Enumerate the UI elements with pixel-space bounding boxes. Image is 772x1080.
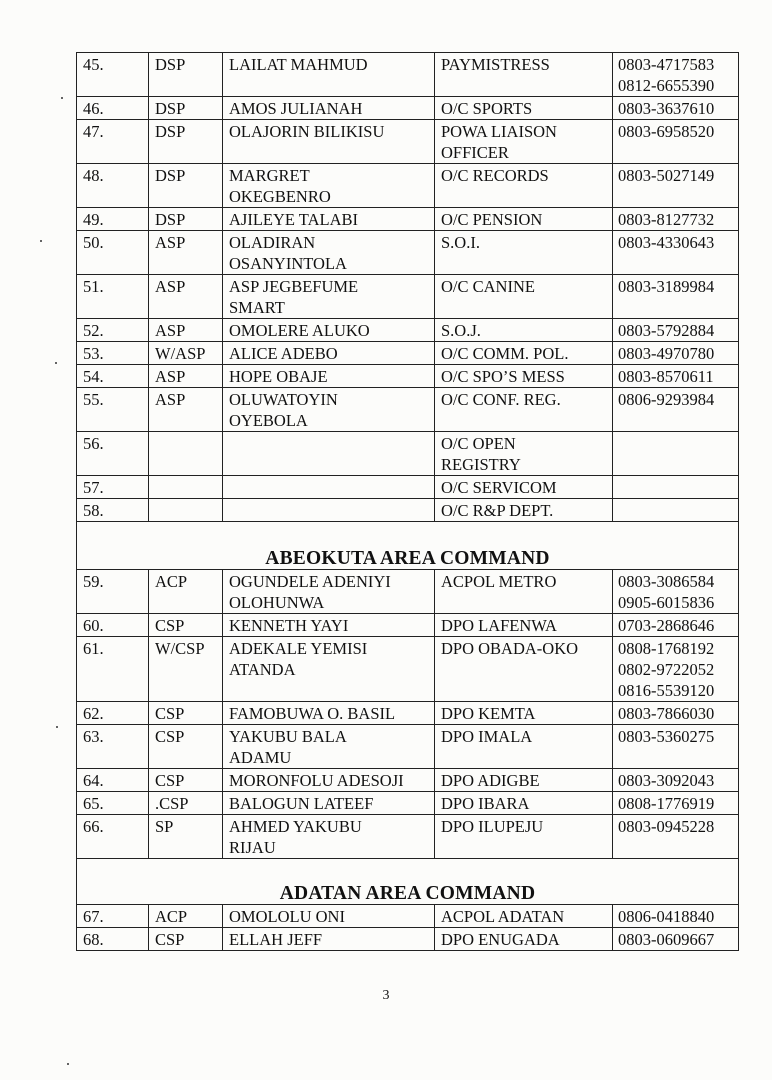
phone-number: 0803-8127732 bbox=[618, 210, 715, 229]
personnel-table bbox=[76, 52, 739, 951]
table-row bbox=[77, 637, 739, 702]
table-row bbox=[77, 97, 739, 120]
rank-cell: ACP bbox=[149, 570, 223, 614]
serial-number-cell: 56. bbox=[77, 432, 149, 476]
phone-cell bbox=[613, 815, 739, 859]
phone-number: 0803-5792884 bbox=[618, 321, 715, 340]
posting-line: DPO LAFENWA bbox=[441, 616, 557, 635]
phone-number: 0803-6958520 bbox=[618, 122, 715, 141]
posting-line: REGISTRY bbox=[441, 455, 521, 474]
table-row bbox=[77, 388, 739, 432]
posting-cell bbox=[435, 164, 613, 208]
section-abeokuta bbox=[77, 522, 739, 570]
name-cell bbox=[223, 769, 435, 792]
name-line: ADAMU bbox=[229, 748, 292, 767]
table-row bbox=[77, 275, 739, 319]
rank-cell: CSP bbox=[149, 614, 223, 637]
posting-line: DPO IMALA bbox=[441, 727, 533, 746]
serial-number-cell: 58. bbox=[77, 499, 149, 522]
phone-number: 0803-0609667 bbox=[618, 930, 715, 949]
posting-line: S.O.J. bbox=[441, 321, 481, 340]
name-line: AHMED YAKUBU bbox=[229, 817, 362, 836]
name-line: AMOS JULIANAH bbox=[229, 99, 363, 118]
table-row bbox=[77, 614, 739, 637]
scan-speck bbox=[55, 362, 57, 364]
phone-cell bbox=[613, 905, 739, 928]
name-cell bbox=[223, 928, 435, 951]
phone-cell bbox=[613, 319, 739, 342]
table-row bbox=[77, 365, 739, 388]
posting-cell bbox=[435, 476, 613, 499]
name-cell bbox=[223, 570, 435, 614]
table-row bbox=[77, 792, 739, 815]
phone-cell bbox=[613, 164, 739, 208]
rank-cell: ASP bbox=[149, 319, 223, 342]
rank-cell bbox=[149, 499, 223, 522]
phone-cell bbox=[613, 769, 739, 792]
phone-number: 0816-5539120 bbox=[618, 681, 715, 700]
phone-cell bbox=[613, 499, 739, 522]
name-cell bbox=[223, 53, 435, 97]
posting-line: DPO ILUPEJU bbox=[441, 817, 544, 836]
phone-cell bbox=[613, 365, 739, 388]
posting-line: O/C SERVICOM bbox=[441, 478, 557, 497]
phone-cell bbox=[613, 637, 739, 702]
phone-number: 0812-6655390 bbox=[618, 76, 715, 95]
serial-number-cell: 63. bbox=[77, 725, 149, 769]
posting-cell bbox=[435, 120, 613, 164]
phone-number: 0803-5360275 bbox=[618, 727, 715, 746]
phone-number: 0803-3637610 bbox=[618, 99, 715, 118]
posting-line: ACPOL ADATAN bbox=[441, 907, 565, 926]
posting-cell bbox=[435, 815, 613, 859]
serial-number-cell: 46. bbox=[77, 97, 149, 120]
posting-cell bbox=[435, 342, 613, 365]
phone-number: 0803-4970780 bbox=[618, 344, 715, 363]
posting-line: DPO OBADA-OKO bbox=[441, 639, 579, 658]
posting-line: O/C RECORDS bbox=[441, 166, 549, 185]
posting-cell bbox=[435, 388, 613, 432]
phone-number bbox=[618, 433, 736, 454]
posting-line: DPO ENUGADA bbox=[441, 930, 560, 949]
name-line: MORONFOLU ADESOJI bbox=[229, 771, 404, 790]
table-body-adatan bbox=[77, 905, 739, 951]
serial-number-cell: 50. bbox=[77, 231, 149, 275]
scan-speck bbox=[61, 97, 63, 99]
posting-line: O/C OPEN bbox=[441, 434, 516, 453]
serial-number-cell: 68. bbox=[77, 928, 149, 951]
posting-cell bbox=[435, 792, 613, 815]
posting-cell bbox=[435, 637, 613, 702]
posting-cell bbox=[435, 725, 613, 769]
serial-number-cell: 59. bbox=[77, 570, 149, 614]
phone-number: 0803-8570611 bbox=[618, 367, 714, 386]
phone-number: 0806-9293984 bbox=[618, 390, 715, 409]
name-line: ALICE ADEBO bbox=[229, 344, 338, 363]
table-row bbox=[77, 702, 739, 725]
posting-line: O/C COMM. POL. bbox=[441, 344, 569, 363]
phone-cell bbox=[613, 275, 739, 319]
serial-number-cell: 60. bbox=[77, 614, 149, 637]
serial-number-cell: 66. bbox=[77, 815, 149, 859]
section-header-row bbox=[77, 522, 739, 570]
serial-number-cell: 53. bbox=[77, 342, 149, 365]
name-cell bbox=[223, 792, 435, 815]
name-line: YAKUBU BALA bbox=[229, 727, 347, 746]
phone-cell bbox=[613, 570, 739, 614]
phone-cell bbox=[613, 208, 739, 231]
serial-number-cell: 55. bbox=[77, 388, 149, 432]
table-row bbox=[77, 53, 739, 97]
posting-line: OFFICER bbox=[441, 143, 509, 162]
name-line: OGUNDELE ADENIYI bbox=[229, 572, 391, 591]
posting-cell bbox=[435, 570, 613, 614]
phone-cell bbox=[613, 388, 739, 432]
table-row bbox=[77, 815, 739, 859]
name-line: FAMOBUWA O. BASIL bbox=[229, 704, 396, 723]
phone-number bbox=[618, 477, 736, 498]
name-cell bbox=[223, 342, 435, 365]
rank-cell bbox=[149, 432, 223, 476]
serial-number-cell: 67. bbox=[77, 905, 149, 928]
name-cell bbox=[223, 365, 435, 388]
name-line: ATANDA bbox=[229, 660, 296, 679]
phone-cell bbox=[613, 702, 739, 725]
name-cell bbox=[223, 319, 435, 342]
posting-line: DPO IBARA bbox=[441, 794, 530, 813]
serial-number-cell: 62. bbox=[77, 702, 149, 725]
page-number: 3 bbox=[382, 988, 390, 1003]
name-line: OMOLERE ALUKO bbox=[229, 321, 370, 340]
name-line: OKEGBENRO bbox=[229, 187, 331, 206]
name-cell bbox=[223, 499, 435, 522]
scan-speck bbox=[67, 1063, 69, 1065]
posting-line: O/C SPO’S MESS bbox=[441, 367, 565, 386]
name-cell bbox=[223, 476, 435, 499]
phone-cell bbox=[613, 97, 739, 120]
name-line: ASP JEGBEFUME bbox=[229, 277, 359, 296]
posting-line: O/C SPORTS bbox=[441, 99, 533, 118]
serial-number-cell: 48. bbox=[77, 164, 149, 208]
name-cell bbox=[223, 120, 435, 164]
phone-cell bbox=[613, 476, 739, 499]
name-line: AJILEYE TALABI bbox=[229, 210, 358, 229]
name-line: KENNETH YAYI bbox=[229, 616, 349, 635]
posting-cell bbox=[435, 231, 613, 275]
table-row bbox=[77, 499, 739, 522]
section-adatan bbox=[77, 859, 739, 905]
name-cell bbox=[223, 432, 435, 476]
rank-cell: DSP bbox=[149, 208, 223, 231]
rank-cell: .CSP bbox=[149, 792, 223, 815]
rank-cell bbox=[149, 476, 223, 499]
serial-number-cell: 61. bbox=[77, 637, 149, 702]
name-cell bbox=[223, 815, 435, 859]
phone-cell bbox=[613, 120, 739, 164]
posting-cell bbox=[435, 702, 613, 725]
phone-number: 0803-5027149 bbox=[618, 166, 715, 185]
name-line: ELLAH JEFF bbox=[229, 930, 323, 949]
table-row bbox=[77, 231, 739, 275]
name-cell bbox=[223, 637, 435, 702]
phone-number: 0803-3086584 bbox=[618, 572, 715, 591]
name-line: RIJAU bbox=[229, 838, 276, 857]
name-line: BALOGUN LATEEF bbox=[229, 794, 374, 813]
name-cell bbox=[223, 702, 435, 725]
phone-number: 0803-4330643 bbox=[618, 233, 715, 252]
phone-number bbox=[618, 500, 736, 521]
rank-cell: DSP bbox=[149, 97, 223, 120]
table-body-abeokuta bbox=[77, 570, 739, 859]
serial-number-cell: 54. bbox=[77, 365, 149, 388]
rank-cell: ASP bbox=[149, 231, 223, 275]
posting-line: DPO ADIGBE bbox=[441, 771, 540, 790]
rank-cell: ASP bbox=[149, 388, 223, 432]
serial-number-cell: 52. bbox=[77, 319, 149, 342]
name-cell bbox=[223, 97, 435, 120]
posting-cell bbox=[435, 614, 613, 637]
phone-number: 0905-6015836 bbox=[618, 593, 715, 612]
name-line: HOPE OBAJE bbox=[229, 367, 328, 386]
name-line: ADEKALE YEMISI bbox=[229, 639, 368, 658]
name-line: OLAJORIN BILIKISU bbox=[229, 122, 385, 141]
posting-cell bbox=[435, 319, 613, 342]
rank-cell: CSP bbox=[149, 769, 223, 792]
phone-number: 0806-0418840 bbox=[618, 907, 715, 926]
phone-cell bbox=[613, 53, 739, 97]
rank-cell: CSP bbox=[149, 928, 223, 951]
phone-cell bbox=[613, 231, 739, 275]
name-line: LAILAT MAHMUD bbox=[229, 55, 368, 74]
name-line: OLADIRAN bbox=[229, 233, 316, 252]
phone-cell bbox=[613, 928, 739, 951]
table-row bbox=[77, 928, 739, 951]
posting-cell bbox=[435, 905, 613, 928]
rank-cell: ASP bbox=[149, 365, 223, 388]
rank-cell: W/CSP bbox=[149, 637, 223, 702]
serial-number-cell: 57. bbox=[77, 476, 149, 499]
posting-cell bbox=[435, 769, 613, 792]
phone-number: 0803-4717583 bbox=[618, 55, 715, 74]
posting-line: ACPOL METRO bbox=[441, 572, 557, 591]
posting-line: DPO KEMTA bbox=[441, 704, 536, 723]
rank-cell: DSP bbox=[149, 164, 223, 208]
name-cell bbox=[223, 905, 435, 928]
phone-number: 0803-0945228 bbox=[618, 817, 715, 836]
serial-number-cell: 49. bbox=[77, 208, 149, 231]
posting-line: O/C CANINE bbox=[441, 277, 535, 296]
rank-cell: DSP bbox=[149, 53, 223, 97]
serial-number-cell: 65. bbox=[77, 792, 149, 815]
rank-cell: CSP bbox=[149, 702, 223, 725]
rank-cell: ASP bbox=[149, 275, 223, 319]
name-line: OYEBOLA bbox=[229, 411, 308, 430]
name-line bbox=[229, 500, 428, 521]
rank-cell: SP bbox=[149, 815, 223, 859]
phone-cell bbox=[613, 432, 739, 476]
phone-cell bbox=[613, 792, 739, 815]
name-line: SMART bbox=[229, 298, 285, 317]
table-row bbox=[77, 769, 739, 792]
section-title: ABEOKUTA AREA COMMAND bbox=[77, 522, 739, 570]
name-cell bbox=[223, 275, 435, 319]
phone-cell bbox=[613, 725, 739, 769]
section-title: ADATAN AREA COMMAND bbox=[77, 859, 739, 905]
posting-line: POWA LIAISON bbox=[441, 122, 557, 141]
name-cell bbox=[223, 208, 435, 231]
table-row bbox=[77, 476, 739, 499]
phone-cell bbox=[613, 614, 739, 637]
posting-line: O/C CONF. REG. bbox=[441, 390, 561, 409]
table-row bbox=[77, 905, 739, 928]
phone-number: 0808-1776919 bbox=[618, 794, 715, 813]
name-cell bbox=[223, 614, 435, 637]
serial-number-cell: 47. bbox=[77, 120, 149, 164]
serial-number-cell: 51. bbox=[77, 275, 149, 319]
phone-number: 0808-1768192 bbox=[618, 639, 715, 658]
scan-speck bbox=[40, 240, 42, 242]
name-line: OLOHUNWA bbox=[229, 593, 325, 612]
phone-number: 0703-2868646 bbox=[618, 616, 715, 635]
table-body-headquarters bbox=[77, 53, 739, 522]
posting-cell bbox=[435, 275, 613, 319]
rank-cell: CSP bbox=[149, 725, 223, 769]
name-cell bbox=[223, 164, 435, 208]
phone-number: 0802-9722052 bbox=[618, 660, 715, 679]
posting-cell bbox=[435, 53, 613, 97]
serial-number-cell: 45. bbox=[77, 53, 149, 97]
rank-cell: ACP bbox=[149, 905, 223, 928]
name-line bbox=[229, 477, 428, 498]
name-cell bbox=[223, 725, 435, 769]
posting-line: O/C R&P DEPT. bbox=[441, 501, 554, 520]
table-row bbox=[77, 725, 739, 769]
name-line: OLUWATOYIN bbox=[229, 390, 338, 409]
name-line bbox=[229, 433, 428, 454]
posting-cell bbox=[435, 928, 613, 951]
table-row bbox=[77, 432, 739, 476]
table-row bbox=[77, 120, 739, 164]
table-row bbox=[77, 570, 739, 614]
name-line: MARGRET bbox=[229, 166, 310, 185]
phone-cell bbox=[613, 342, 739, 365]
serial-number-cell: 64. bbox=[77, 769, 149, 792]
name-cell bbox=[223, 388, 435, 432]
phone-number: 0803-3189984 bbox=[618, 277, 715, 296]
table-row bbox=[77, 319, 739, 342]
posting-line: O/C PENSION bbox=[441, 210, 543, 229]
name-cell bbox=[223, 231, 435, 275]
rank-cell: W/ASP bbox=[149, 342, 223, 365]
posting-cell bbox=[435, 97, 613, 120]
phone-number: 0803-3092043 bbox=[618, 771, 715, 790]
scan-speck bbox=[56, 726, 58, 728]
phone-number: 0803-7866030 bbox=[618, 704, 715, 723]
posting-cell bbox=[435, 432, 613, 476]
posting-cell bbox=[435, 208, 613, 231]
posting-cell bbox=[435, 499, 613, 522]
rank-cell: DSP bbox=[149, 120, 223, 164]
posting-line: S.O.I. bbox=[441, 233, 480, 252]
posting-line: PAYMISTRESS bbox=[441, 55, 550, 74]
name-line: OSANYINTOLA bbox=[229, 254, 347, 273]
section-header-row bbox=[77, 859, 739, 905]
table-row bbox=[77, 342, 739, 365]
table-row bbox=[77, 164, 739, 208]
table-row bbox=[77, 208, 739, 231]
name-line: OMOLOLU ONI bbox=[229, 907, 345, 926]
posting-cell bbox=[435, 365, 613, 388]
